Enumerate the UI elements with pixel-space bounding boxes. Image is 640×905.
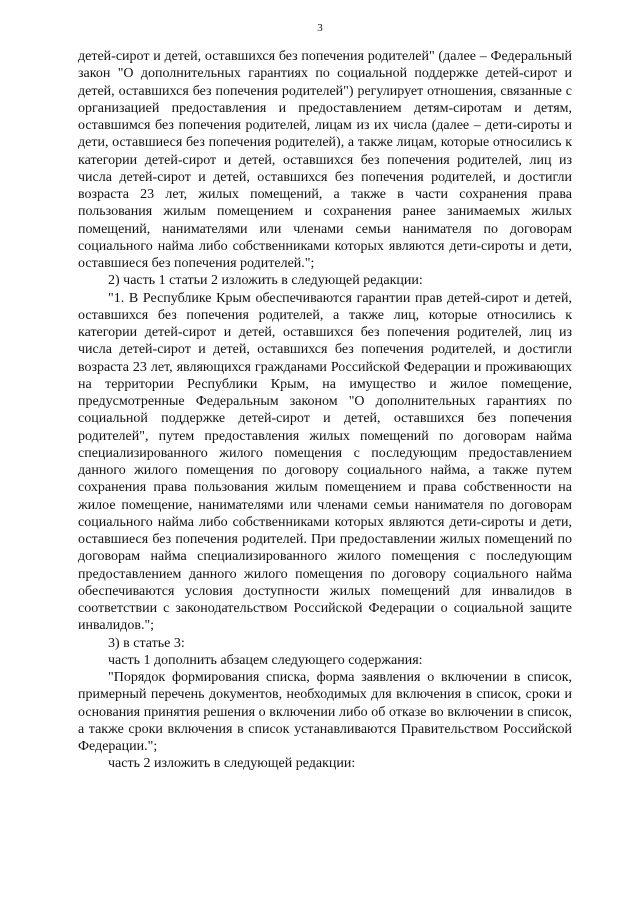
- document-body: [78, 48, 572, 773]
- paragraph-item-2: 2) часть 1 статьи 2 изложить в следующей редакции:: [108, 273, 423, 289]
- paragraph-part-2: часть 2 изложить в следующей редакции:: [108, 756, 356, 772]
- paragraph-article-2-part-1: "1. В Республике Крым обеспечиваются гарантии прав детей-сирот и детей, оставшихся без попечения родителей, а также лиц, которые относились к категории детей-сирот и детей, оставшихся без попечения родителей, лиц из числа детей-сирот и детей, оставшихся без попечения родителей, и достигли возраста 23 лет, являющихся гражданами Российской Федерации и проживающих на территории Республики Крым, на имущество и жилое помещение, предусмотренные Федеральным законом "О дополнительных гарантиях по социальной поддержке детей-сирот и детей, оставшихся без попечения родителей", путем предоставления жилых помещений по договорам найма специализированного жилого помещения с последующим предоставлением данного жилого помещения по договору социального найма, а также путем сохранения права пользования жилым помещением и права собственности на жилое помещение, нанимателями или членами семьи нанимателя по договорам социального найма либо собственниками которых являются дети-сироты и дети, оставшиеся без попечения родителей. При предоставлении жилых помещений по договорам найма специализированного жилого помещения с последующим предоставлением данного жилого помещения по договору социального найма обеспечиваются условия доступности жилых помещений для инвалидов в соответствии с законодательством Российской Федерации о социальной защите инвалидов.";: [78, 290, 572, 634]
- paragraph-new-abzats: "Порядок формирования списка, форма заявления о включении в список, примерный перечень документов, необходимых для включения в список, сроки и основания принятия решения о включении либо об отказе во включении в список, а также сроки включения в список устанавливаются Правительством Российской Федерации.";: [78, 670, 572, 754]
- page-number: 3: [317, 22, 323, 34]
- paragraph-item-3: 3) в статье 3:: [108, 635, 185, 651]
- paragraph-intro-continuation: детей-сирот и детей, оставшихся без попечения родителей" (далее – Федеральный закон "О дополнительных гарантиях по социальной поддержке детей-сирот и детей, оставшихся без попечения родителей") регулирует отношения, связанные с организацией предоставления и предоставлением детям-сиротам и детям, оставшимся без попечения родителей, лицам из их числа (далее – дети-сироты и дети, оставшиеся без попечения родителей), а также лицам, которые относились к категории детей-сирот и детей, оставшихся без попечения родителей, лиц из числа детей-сирот и детей, оставшихся без попечения родителей, и достигли возраста 23 лет, жилых помещений, а также в части сохранения права пользования жилым помещением и сохранения ранее занимаемых жилых помещений, нанимателями или членами семьи нанимателя по договорам социального найма либо собственниками которых являются дети-сироты и дети, оставшиеся без попечения родителей.";: [78, 49, 572, 271]
- paragraph-part-1-addition: часть 1 дополнить абзацем следующего содержания:: [108, 652, 423, 668]
